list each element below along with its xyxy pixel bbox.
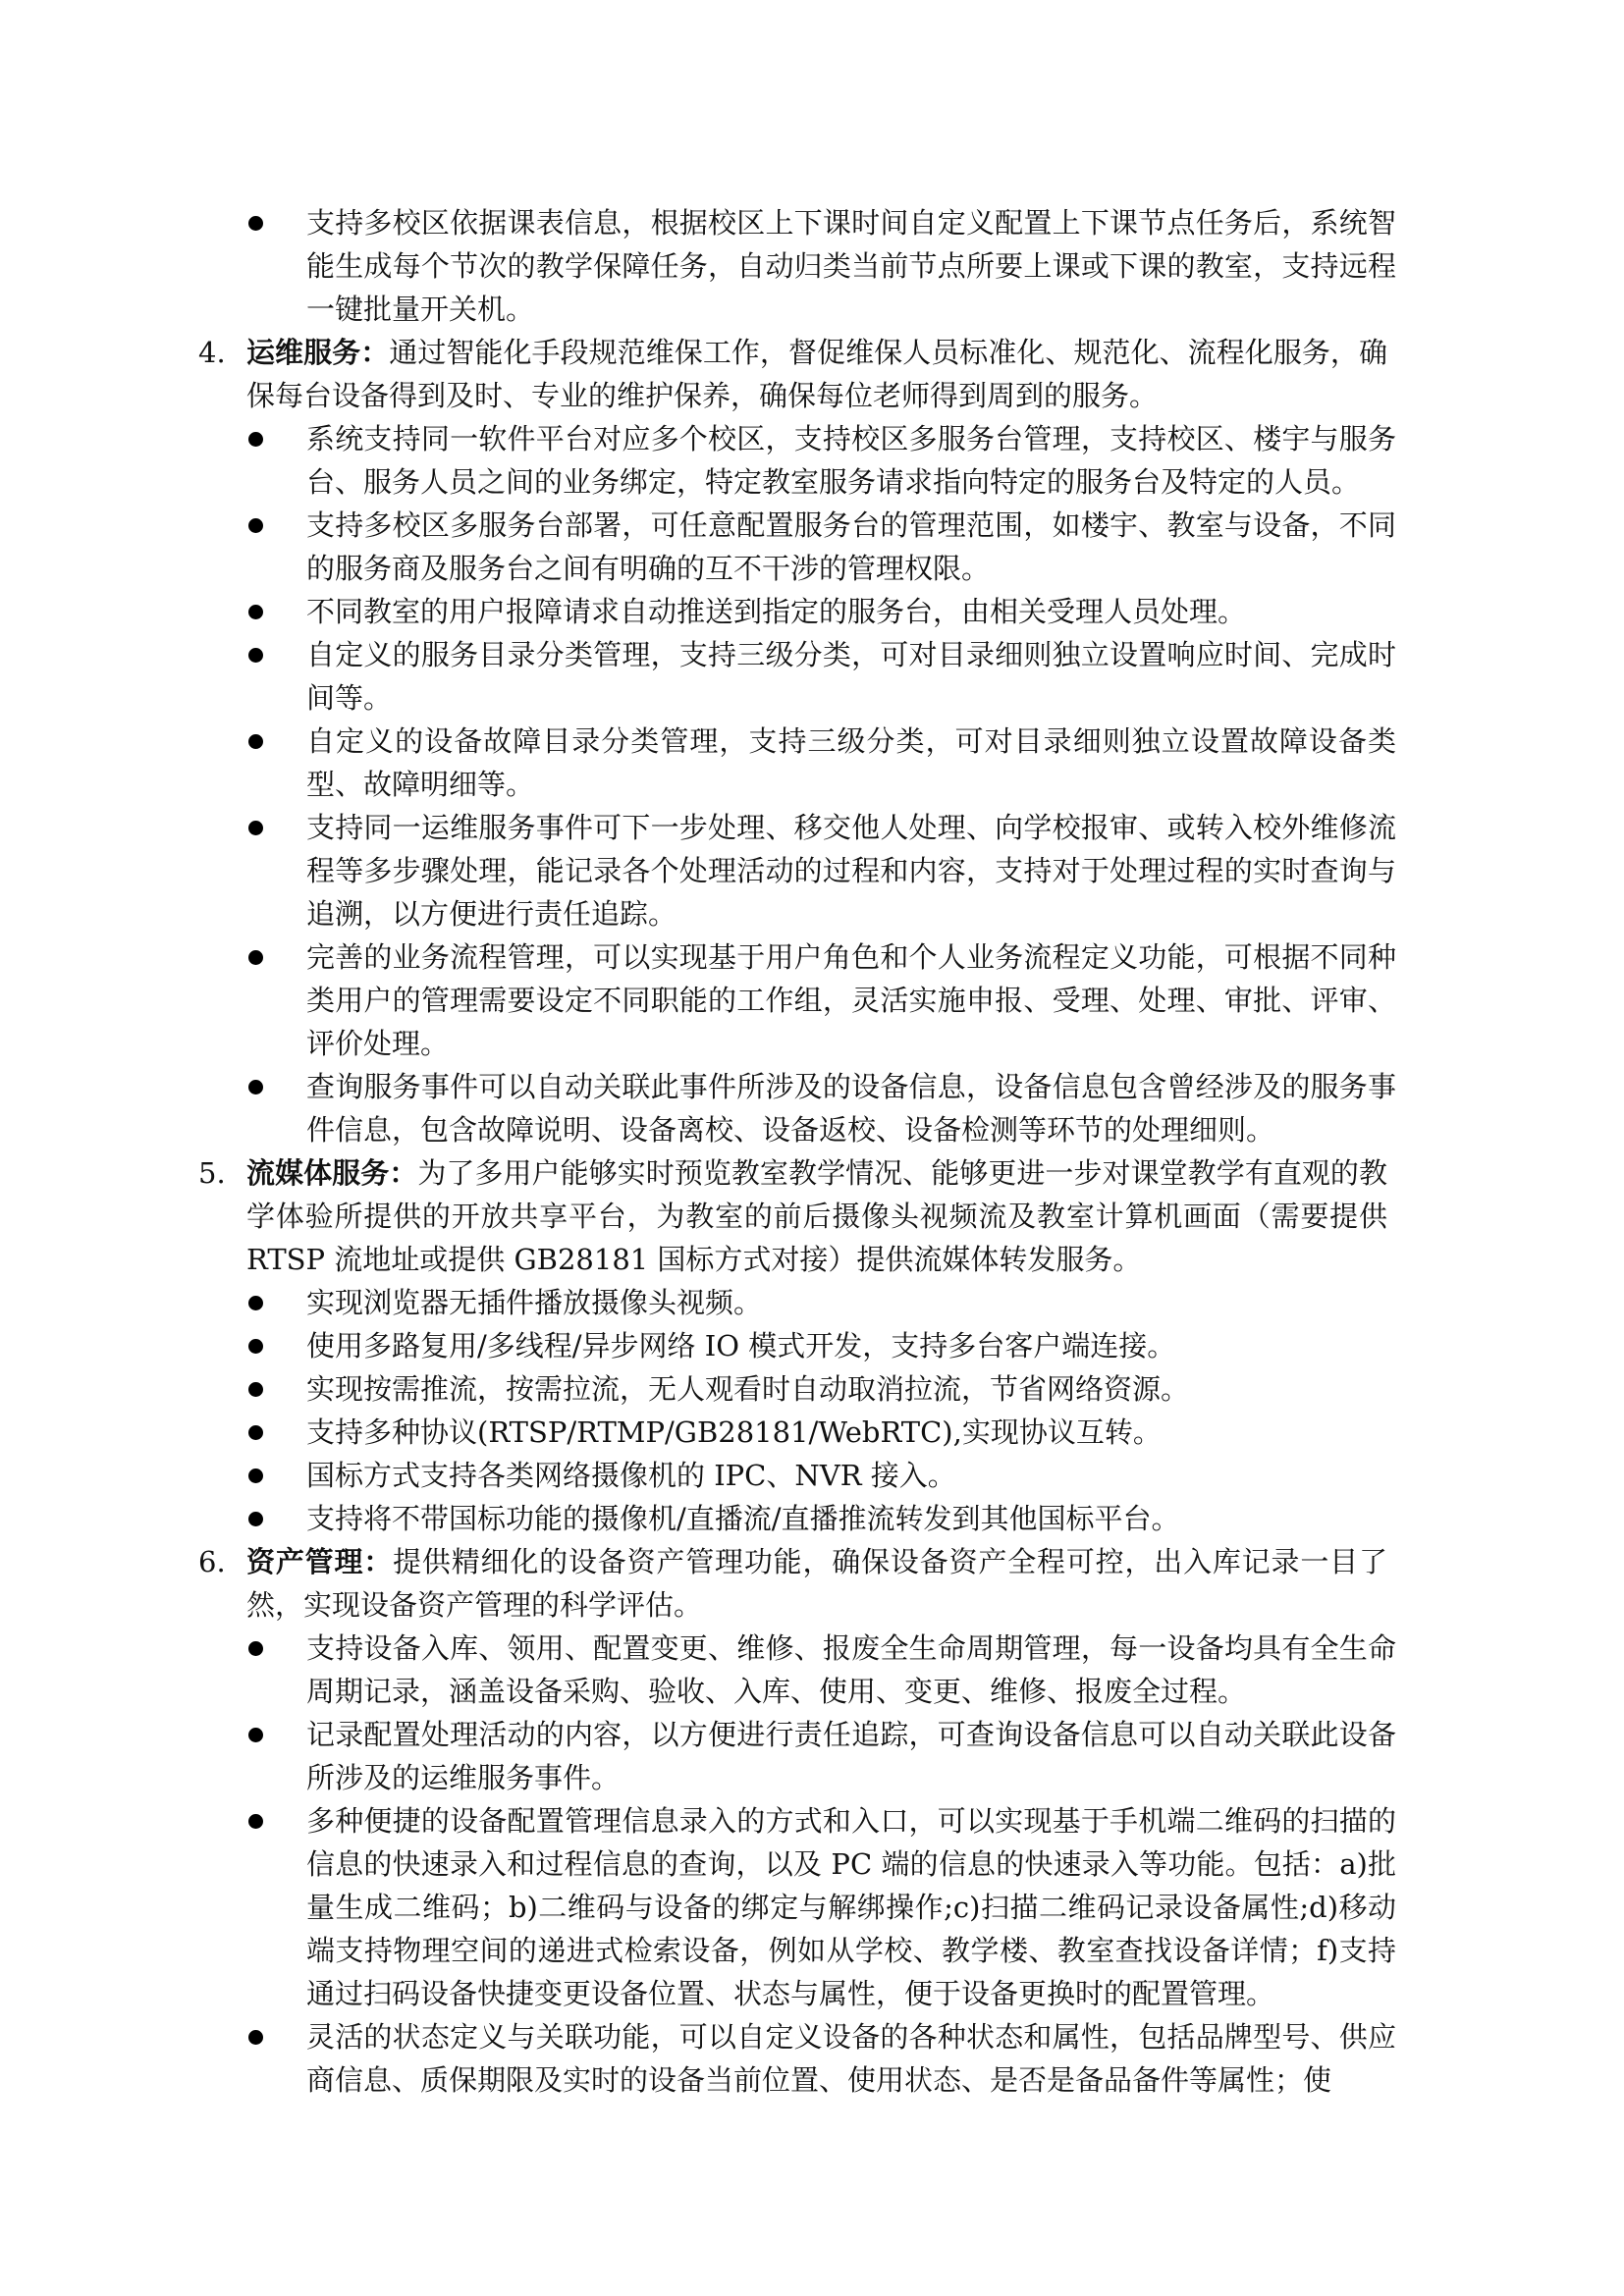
section5-bullet xyxy=(0,1411,1396,1454)
section6-bullet xyxy=(0,1713,1396,1799)
section6-bullet xyxy=(0,1799,1396,2015)
section3-bullet xyxy=(0,201,1396,331)
bullet-icon xyxy=(248,1814,263,1829)
bullet-icon xyxy=(248,1512,263,1526)
section5-bullet xyxy=(0,1281,1396,1324)
section5-bullet xyxy=(0,1497,1396,1540)
bullet-icon xyxy=(248,518,263,533)
bullet-icon xyxy=(248,950,263,965)
section6-heading: 资产管理： xyxy=(246,1545,394,1578)
bullet-icon xyxy=(248,2030,263,2045)
bullet-text: 不同教室的用户报障请求自动推送到指定的服务台，由相关受理人员处理。 xyxy=(306,595,1247,628)
bullet-icon xyxy=(248,821,263,835)
bullet-text: 支持设备入库、领用、配置变更、维修、报废全生命周期管理，每一设备均具有全生命周期记录，涵盖设备采购、验收、入库、使用、变更、维修、报废全过程。 xyxy=(306,1631,1396,1708)
bullet-text: 实现按需推流，按需拉流，无人观看时自动取消拉流，节省网络资源。 xyxy=(306,1372,1190,1406)
section5-bullet xyxy=(0,1367,1396,1411)
section5-heading: 流媒体服务： xyxy=(246,1156,418,1190)
bullet-icon xyxy=(248,1641,263,1656)
bullet-icon xyxy=(248,1728,263,1742)
bullet-text: 多种便捷的设备配置管理信息录入的方式和入口，可以实现基于手机端二维码的扫描的信息的快速录入和过程信息的查询，以及 PC 端的信息的快速录入等功能。包括：a)批量生成二维码；b)二维码与设备的绑定与解绑操作;c)扫描二维码记录设备属性;d)移动端支持物理空间的递进式检索设备，例如从学校、教学楼、教室查找设备详情；f)支持通过扫码设备快捷变更设备位置、状态与属性，便于设备更换时的配置管理。 xyxy=(306,1804,1396,2010)
section4-heading: 运维服务： xyxy=(246,336,390,369)
section6-bullet xyxy=(0,2015,1396,2102)
bullet-icon xyxy=(248,1296,263,1310)
section4-bullet xyxy=(0,935,1396,1065)
bullet-text: 灵活的状态定义与关联功能，可以自定义设备的各种状态和属性，包括品牌型号、供应商信息、质保期限及实时的设备当前位置、使用状态、是否是备品备件等属性；使 xyxy=(306,2020,1396,2097)
section4-bullet xyxy=(0,633,1396,720)
bullet-text: 完善的业务流程管理，可以实现基于用户角色和个人业务流程定义功能，可根据不同种类用户的管理需要设定不同职能的工作组，灵活实施申报、受理、处理、审批、评审、评价处理。 xyxy=(306,940,1396,1060)
bullet-icon xyxy=(248,1425,263,1440)
bullet-text: 使用多路复用/多线程/异步网络 IO 模式开发，支持多台客户端连接。 xyxy=(306,1329,1176,1362)
bullet-icon xyxy=(248,734,263,749)
bullet-icon xyxy=(248,605,263,619)
document-content xyxy=(0,201,1624,2102)
section5-intro-text: 为了多用户能够实时预览教室教学情况、能够更进一步对课堂教学有直观的教学体验所提供的开放共享平台，为教室的前后摄像头视频流及教室计算机画面（需要提供 RTSP 流地址或提供 GB28181 国标方式对接）提供流媒体转发服务。 xyxy=(246,1156,1387,1276)
section6-number: 6. xyxy=(198,1545,226,1578)
bullet-text: 支持多种协议(RTSP/RTMP/GB28181/WebRTC),实现协议互转。 xyxy=(306,1415,1162,1449)
bullet-icon xyxy=(248,216,263,231)
bullet-text: 自定义的设备故障目录分类管理，支持三级分类，可对目录细则独立设置故障设备类型、故障明细等。 xyxy=(306,724,1396,801)
section4-intro xyxy=(0,331,1387,417)
bullet-text: 实现浏览器无插件播放摄像头视频。 xyxy=(306,1286,763,1319)
section5-bullet xyxy=(0,1324,1396,1367)
section5-number: 5. xyxy=(198,1156,226,1190)
bullet-icon xyxy=(248,648,263,663)
section4-bullet xyxy=(0,504,1396,590)
bullet-text: 系统支持同一软件平台对应多个校区，支持校区多服务台管理，支持校区、楼宇与服务台、服务人员之间的业务绑定，特定教室服务请求指向特定的服务台及特定的人员。 xyxy=(306,422,1396,499)
bullet-icon xyxy=(248,1080,263,1095)
bullet-text: 国标方式支持各类网络摄像机的 IPC、NVR 接入。 xyxy=(306,1459,956,1492)
section6-bullet xyxy=(0,1627,1396,1713)
bullet-icon xyxy=(248,1339,263,1354)
section4-bullet xyxy=(0,806,1396,935)
bullet-icon xyxy=(248,1382,263,1397)
bullet-text: 支持多校区多服务台部署，可任意配置服务台的管理范围，如楼宇、教室与设备，不同的服务商及服务台之间有明确的互不干涉的管理权限。 xyxy=(306,508,1396,585)
section6-intro-text: 提供精细化的设备资产管理功能，确保设备资产全程可控，出入库记录一目了然，实现设备资产管理的科学评估。 xyxy=(246,1545,1387,1622)
section5-bullet xyxy=(0,1454,1396,1497)
section4-number: 4. xyxy=(198,336,226,369)
section4-bullet xyxy=(0,720,1396,806)
bullet-text: 支持多校区依据课表信息，根据校区上下课时间自定义配置上下课节点任务后，系统智能生成每个节次的教学保障任务，自动归类当前节点所要上课或下课的教室，支持远程一键批量开关机。 xyxy=(306,206,1396,326)
bullet-text: 自定义的服务目录分类管理，支持三级分类，可对目录细则独立设置响应时间、完成时间等。 xyxy=(306,638,1396,715)
section4-intro-text: 通过智能化手段规范维保工作，督促维保人员标准化、规范化、流程化服务，确保每台设备得到及时、专业的维护保养，确保每位老师得到周到的服务。 xyxy=(246,336,1387,412)
section4-bullet xyxy=(0,417,1396,504)
bullet-text: 记录配置处理活动的内容，以方便进行责任追踪，可查询设备信息可以自动关联此设备所涉及的运维服务事件。 xyxy=(306,1718,1396,1794)
bullet-text: 支持同一运维服务事件可下一步处理、移交他人处理、向学校报审、或转入校外维修流程等多步骤处理，能记录各个处理活动的过程和内容，支持对于处理过程的实时查询与追溯，以方便进行责任追踪。 xyxy=(306,811,1396,931)
section4-bullet xyxy=(0,590,1396,633)
bullet-text: 查询服务事件可以自动关联此事件所涉及的设备信息，设备信息包含曾经涉及的服务事件信息，包含故障说明、设备离校、设备返校、设备检测等环节的处理细则。 xyxy=(306,1070,1396,1147)
section6-intro xyxy=(0,1540,1387,1627)
section4-bullet xyxy=(0,1065,1396,1151)
bullet-icon xyxy=(248,432,263,447)
section5-intro xyxy=(0,1151,1387,1281)
bullet-icon xyxy=(248,1468,263,1483)
bullet-text: 支持将不带国标功能的摄像机/直播流/直播推流转发到其他国标平台。 xyxy=(306,1502,1180,1535)
